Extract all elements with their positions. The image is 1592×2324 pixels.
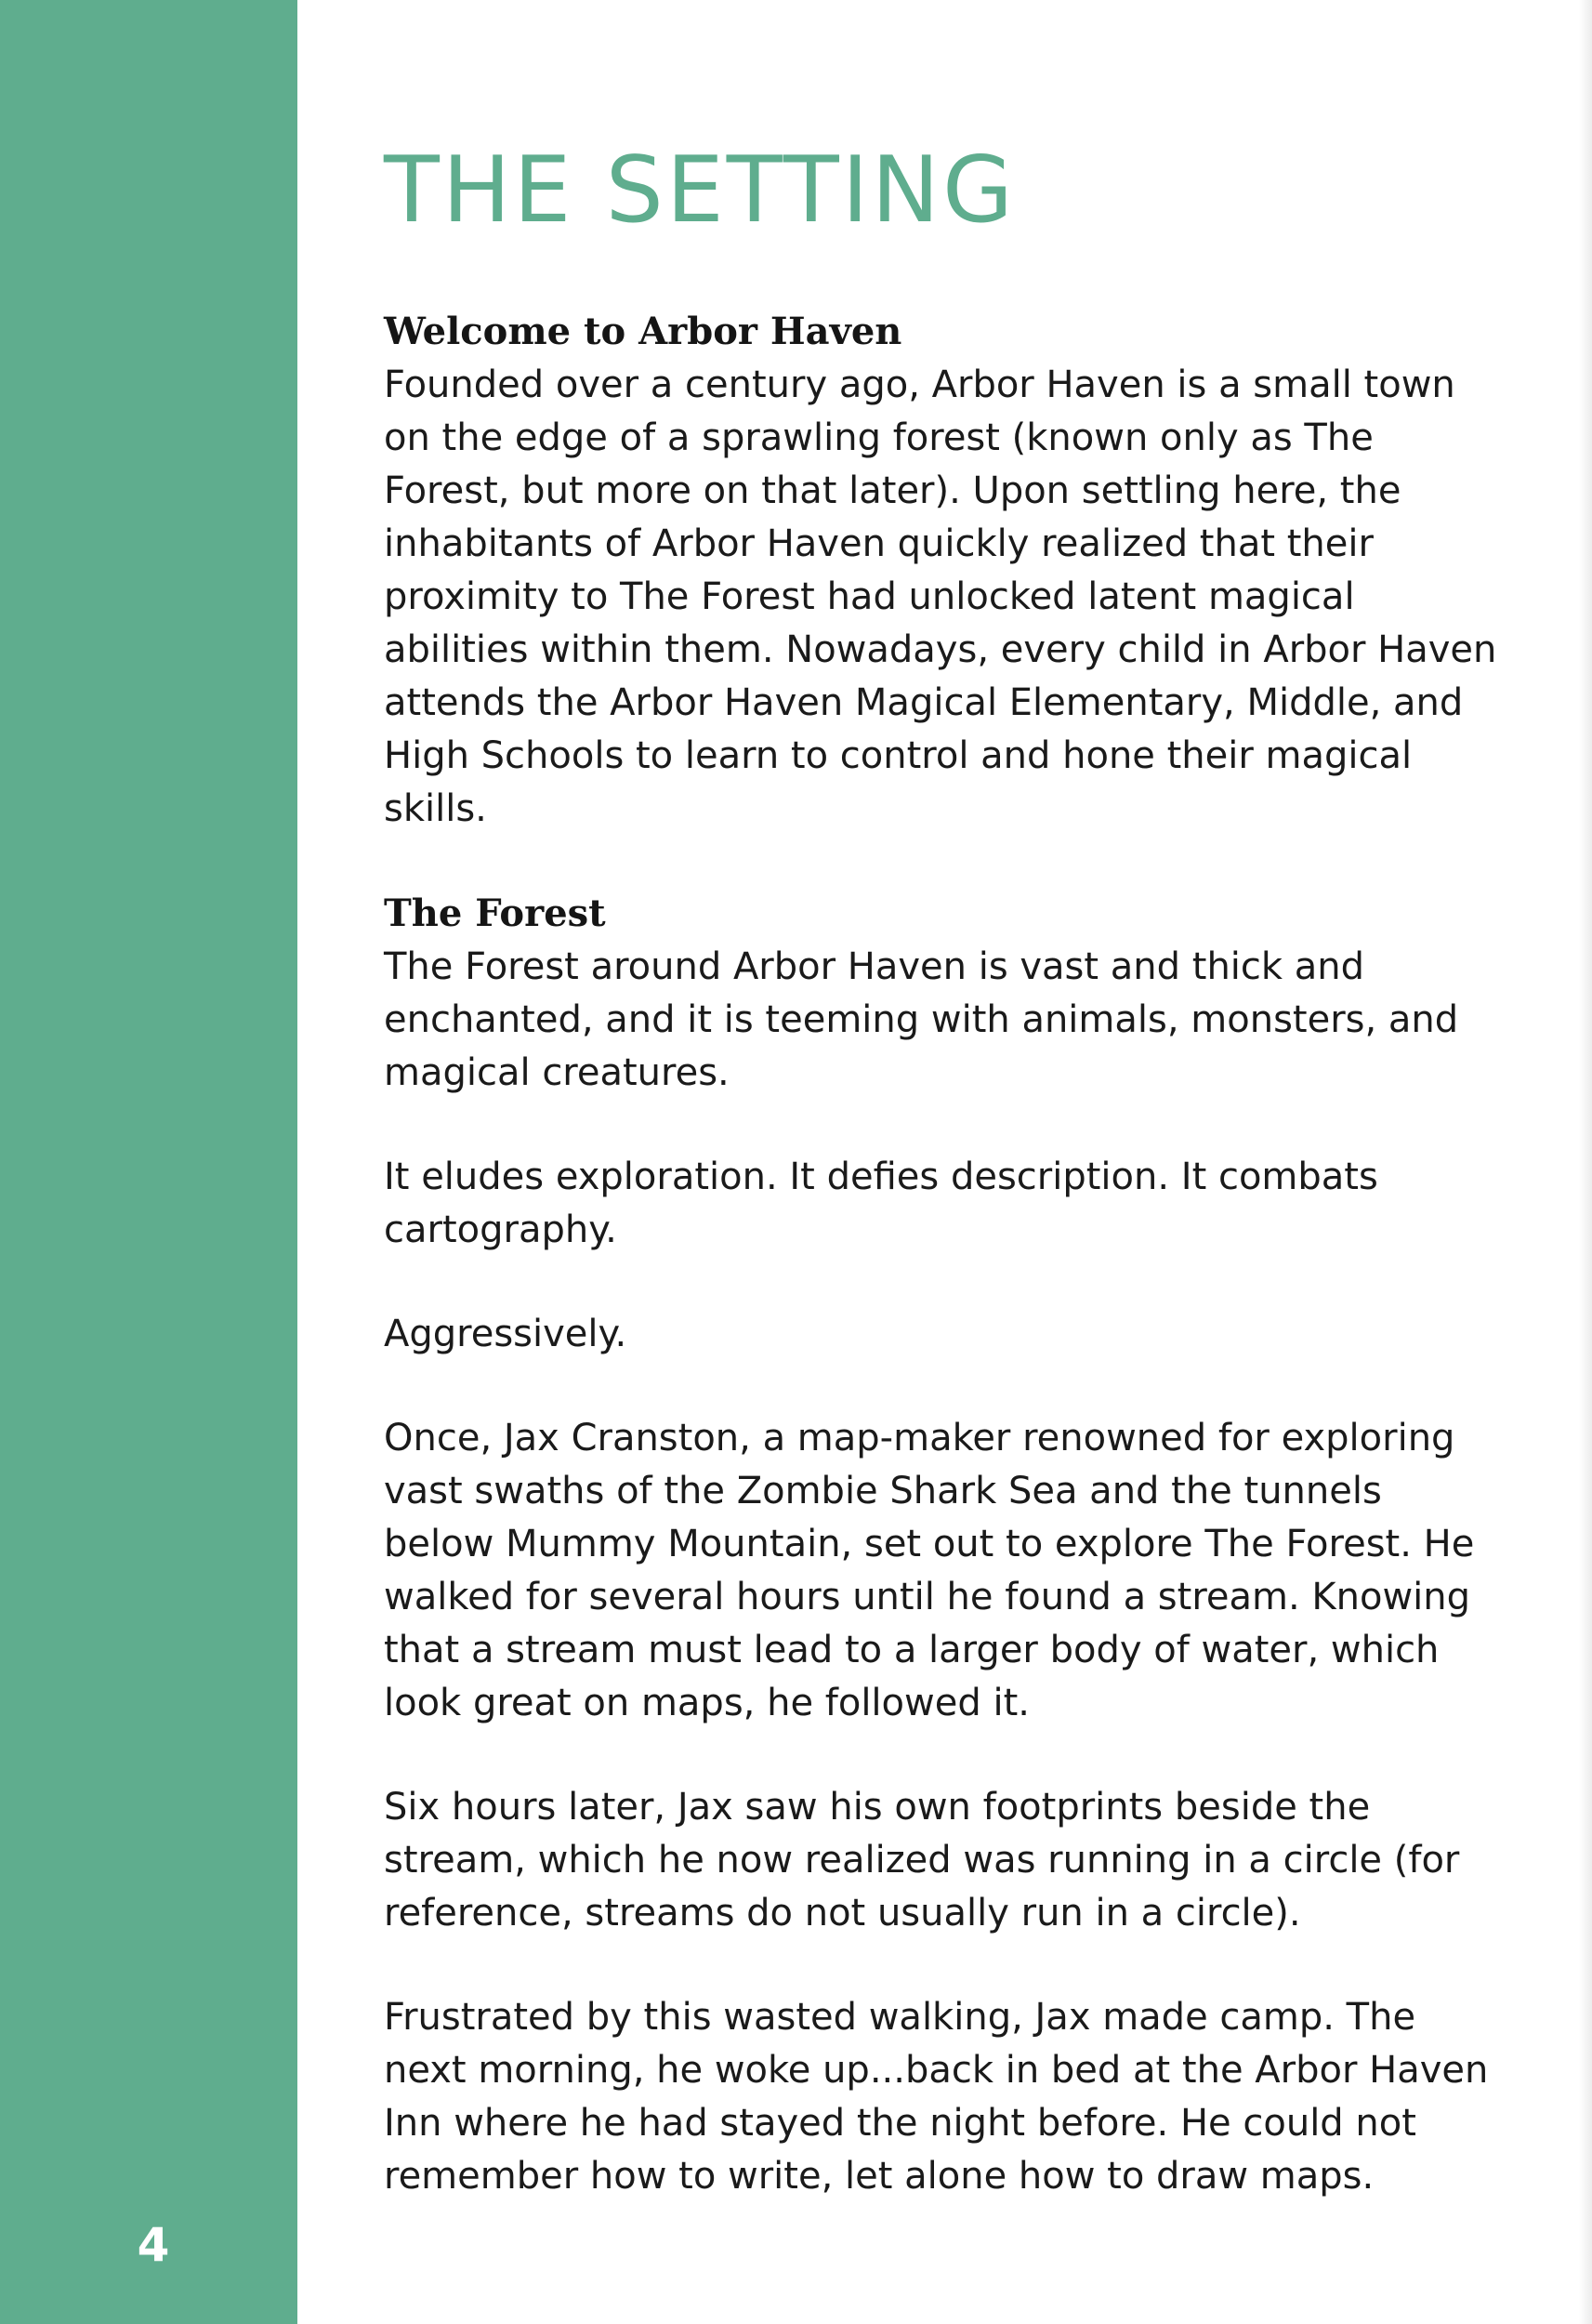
paragraph: Founded over a century ago, Arbor Haven is a small town on the edge of a sprawling forest (known only as The Forest, but more on that later). Upon settling here, the inhabitants of Arbor Haven quickly realized that their proximity to The Forest had unlocked latent magical abilities within them. Nowadays, every child in Arbor Haven attends the Arbor Haven Magical Elementary, Middle, and High Schools to learn to control and hone their magical skills. (384, 363, 1497, 830)
page-title: THE SETTING (384, 138, 1016, 244)
paragraph: Once, Jax Cranston, a map-maker renowned for exploring vast swaths of the Zombie Shark Sea and the tunnels below Mummy Mountain, set out to explore The Forest. He walked for several hours until he found a stream. Knowing that a stream must lead to a larger body of water, which look great on maps, he followed it. (384, 1417, 1475, 1724)
section-welcome (384, 305, 1499, 836)
page-number: 4 (137, 2218, 170, 2272)
sidebar-band (0, 0, 297, 2324)
main-content (384, 130, 1499, 2203)
paragraph: It eludes exploration. It defies description. It combats cartography. (384, 1155, 1378, 1251)
paragraph: Aggressively. (384, 1313, 627, 1355)
paragraph: Six hours later, Jax saw his own footprints beside the stream, which he now realized was running in a circle (for reference, streams do not usually run in a circle). (384, 1786, 1460, 1934)
section-forest (384, 887, 1499, 2203)
paragraph: The Forest around Arbor Haven is vast and thick and enchanted, and it is teeming with animals, monsters, and magical creatures. (384, 945, 1459, 1094)
section-heading: The Forest (384, 891, 606, 935)
section-heading: Welcome to Arbor Haven (384, 310, 902, 353)
page-edge-shadow (1579, 0, 1592, 2324)
paragraph: Frustrated by this wasted walking, Jax made camp. The next morning, he woke up...back in bed at the Arbor Haven Inn where he had stayed the night before. He could not remember how to write, let alone how to draw maps. (384, 1996, 1489, 2198)
